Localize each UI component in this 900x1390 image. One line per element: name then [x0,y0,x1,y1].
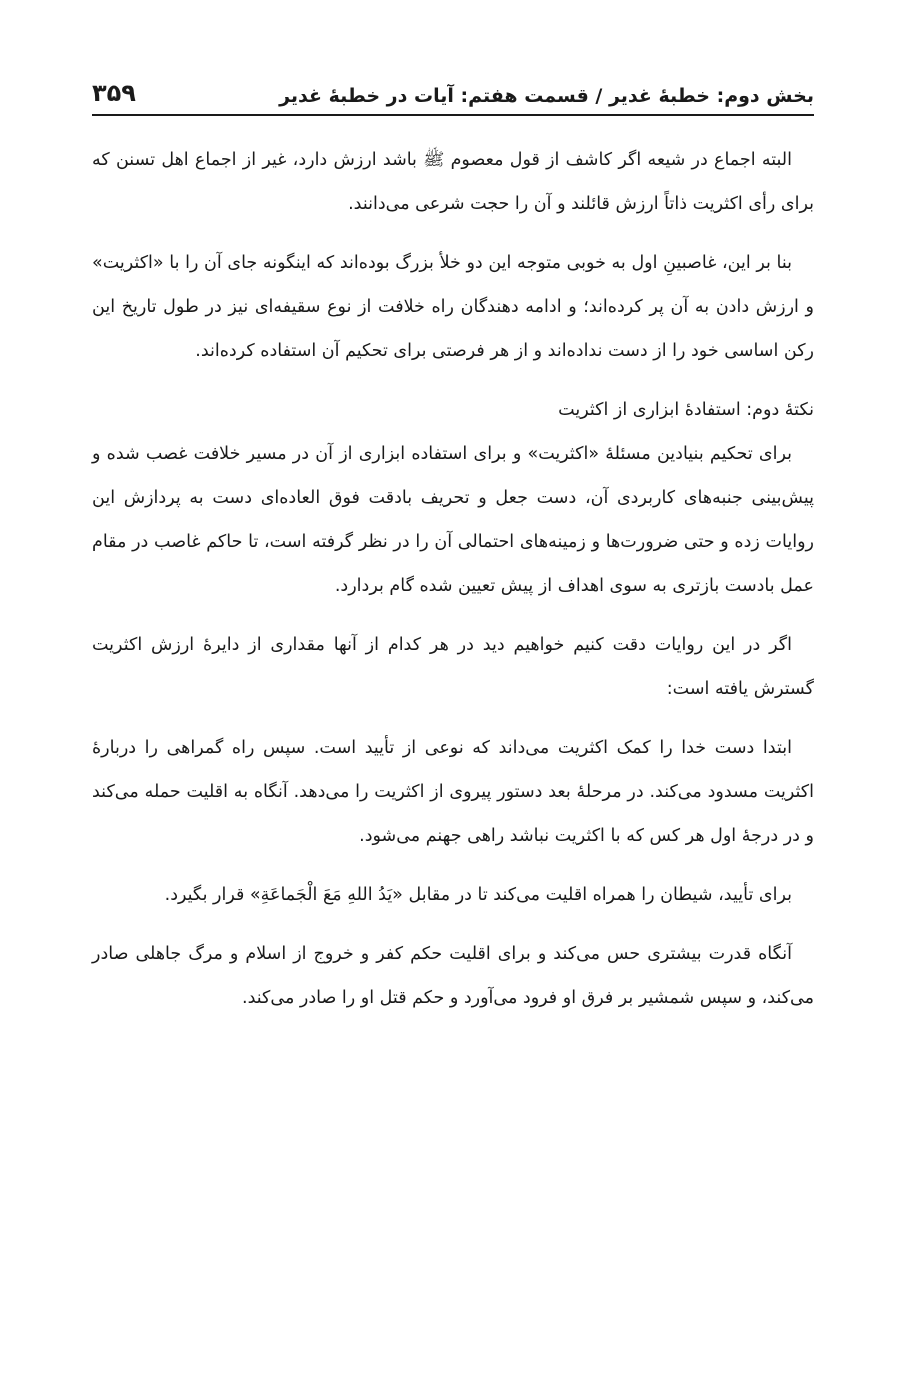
paragraph-2: بنا بر این، غاصبینِ اول به خوبی متوجه این دو خلأ بزرگ بوده‌اند که اینگونه جای آن را با «اکثریت» و ارزش دادن به آن پر کرده‌اند؛ و ادامه دهندگان راه خلافت از نوع سقیفه‌ای نیز در طول تاریخ این رکن اساسی خود را از دست نداده‌اند و از هر فرصتی برای تحکیم آن استفاده کرده‌اند. [92,253,814,361]
paragraph-1: البته اجماع در شیعه اگر کاشف از قول معصوم ﷺ باشد ارزش دارد، غیر از اجماع اهل تسنن که برای رأی اکثریت ذاتاً ارزش قائلند و آن را حجت شرعی می‌دانند. [92,150,814,214]
page-number: ۳۵۹ [92,79,136,108]
paragraph-7: آنگاه قدرت بیشتری حس می‌کند و برای اقلیت حکم کفر و خروج از اسلام و مرگ جاهلی صادر می‌کند، و سپس شمشیر بر فرق او فرود می‌آورد و حکم قتل او را صادر می‌کند. [92,944,814,1008]
paragraph-6: برای تأیید، شیطان را همراه اقلیت می‌کند تا در مقابل «یَدُ اللهِ مَعَ الْجَماعَةِ» قرار بگیرد. [164,885,792,905]
book-page [92,60,814,1020]
paragraph-4: اگر در این روایات دقت کنیم خواهیم دید در هر کدام از آنها مقداری از دایرهٔ ارزش اکثریت گسترش یافته است: [92,635,814,699]
running-header [92,60,814,116]
paragraph-5: ابتدا دست خدا را کمک اکثریت می‌داند که نوعی از تأیید است. سپس راه گمراهی را دربارهٔ اکثریت مسدود می‌کند. در مرحلهٔ بعد دستور پیروی از اکثریت را می‌دهد. آنگاه به اقلیت حمله می‌کند و در درجهٔ اول هر کس که با اکثریت نباشد راهی جهنم می‌شود. [92,738,814,846]
section-subheading: نکتهٔ دوم: استفادهٔ ابزاری از اکثریت [558,400,814,420]
running-header-title: بخش دوم: خطبهٔ غدیر / قسمت هفتم: آیات در خطبهٔ غدیر [279,85,814,108]
paragraph-3: برای تحکیم بنیادین مسئلهٔ «اکثریت» و برای استفاده ابزاری از آن در مسیر خلافت غصب شده و پیش‌بینی جنبه‌های کاربردی آن، دست جعل و تحریف بادقت فوق العاده‌ای دست به پردازش این روایات زده و حتی ضرورت‌ها و زمینه‌های احتمالی آن را در نظر گرفته است، تا حاکم غاصب در مقام عمل بادست بازتری به سوی اهداف از پیش تعیین شده گام بردارد. [92,444,814,596]
page-body [92,138,814,1020]
